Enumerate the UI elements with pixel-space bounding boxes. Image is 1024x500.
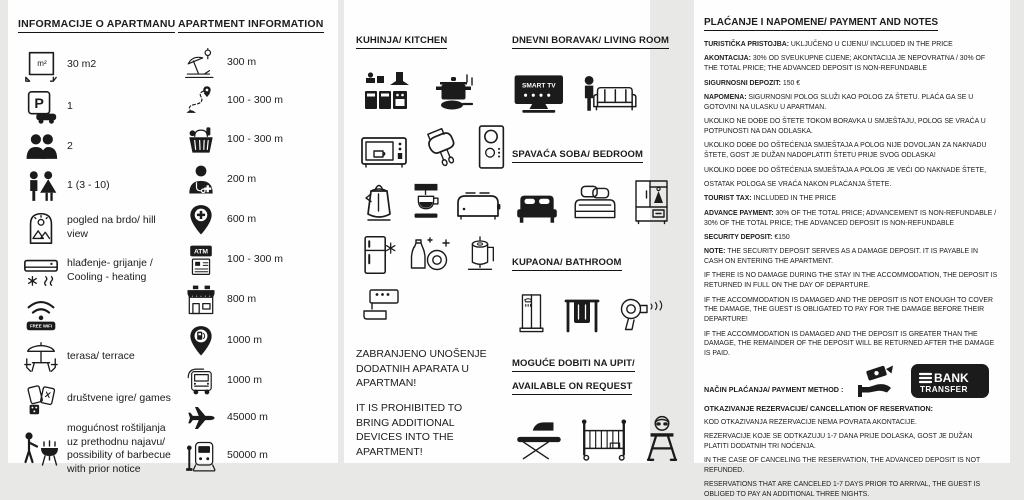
paragraph-damage-insufficient-en: IF THE ACCOMMODATION IS DAMAGED AND THE DEPOSIT IS NOT ENOUGH TO COVER THE DAMAGE, THE GUEST IS OBLIGATED TO PAY FOR THE DAMAGE BEFORE THEIR DEPARTURE! xyxy=(704,296,993,324)
train-icon xyxy=(178,438,224,474)
item-label: 45000 m xyxy=(227,411,268,424)
item-label: 1000 m xyxy=(227,334,263,347)
kettle-icon xyxy=(356,179,400,225)
air-conditioner-icon xyxy=(18,252,64,290)
paragraph-advance-hr: AKONTACIJA: 30% OD SVEUKUPNE CIJENE; AKONTACIJA JE NEPOVRATNA / 30% OF THE TOTAL PRICE; THE ADVANCED DEPOSIT IS NON-REFUNDABLE xyxy=(704,55,986,73)
toaster-icon xyxy=(452,181,504,225)
paragraph-remainder-hr: OSTATAK POLOGA SE VRAĆA NAKON PLAĆANJA ŠTETE. xyxy=(704,180,892,188)
paragraph-note-en: NOTE: THE SECURITY DEPOSIT SERVES AS A DAMAGE DEPOSIT. IT IS PAYABLE IN CASH ON ENTERING THE APARTMENT. xyxy=(704,248,978,266)
kitchen-title: KUHINJA/ KITCHEN xyxy=(356,35,447,49)
living-column xyxy=(510,30,669,463)
list-item-air-conditioner xyxy=(18,252,178,290)
area-icon xyxy=(18,46,64,84)
extractor-hood-icon xyxy=(356,285,406,327)
item-label: 200 m xyxy=(227,173,257,186)
request-icons xyxy=(512,413,652,465)
list-item-hill-view xyxy=(18,208,178,248)
request-title-en: AVAILABLE ON REQUEST xyxy=(512,381,632,395)
bedroom-icons xyxy=(512,177,652,227)
kitchen-warning-en: IT IS PROHIBITED TO BRING ADDITIONAL DEVICES INTO THE APARTMENT! xyxy=(356,402,463,459)
paragraph-tourist-tax-en: TOURIST TAX: INCLUDED IN THE PRICE xyxy=(704,195,837,203)
item-label: 1000 m xyxy=(227,374,263,387)
column-apartment-info-hr xyxy=(18,14,178,475)
list-item-atm xyxy=(178,242,336,278)
item-label: društvene igre/ games xyxy=(67,392,171,405)
kitchen-icons-row-1 xyxy=(356,67,510,115)
kitchen-warning xyxy=(356,347,498,460)
sofa-bed-icon xyxy=(577,73,639,115)
svg-text:m²: m² xyxy=(37,58,47,68)
barbecue-icon xyxy=(18,429,64,469)
cancellation-paragraph-1: KOD OTKAZIVANJA REZERVACIJE NEMA POVRATA AKONTACIJE. xyxy=(704,418,917,426)
column-apartment-info-en xyxy=(178,14,336,463)
payment-page xyxy=(694,0,1010,499)
list-item-bus xyxy=(178,364,336,398)
item-label: 1 (3 - 10) xyxy=(67,179,110,192)
gas-station-icon xyxy=(178,322,224,360)
list-item-pharmacy xyxy=(178,202,336,238)
list-item-beach xyxy=(178,46,336,80)
svg-text:TRANSFER: TRANSFER xyxy=(920,384,969,394)
double-bed-icon xyxy=(512,181,562,227)
bank-transfer-icon xyxy=(911,364,989,398)
dishwashing-icon xyxy=(403,232,455,278)
list-item-wifi xyxy=(18,294,178,334)
high-chair-icon xyxy=(640,413,684,465)
item-label: terasa/ terrace xyxy=(67,350,135,363)
beach-icon xyxy=(178,46,224,80)
smart-tv-icon xyxy=(512,71,570,115)
grocery-icon xyxy=(178,122,224,158)
kitchen-icons-row-3 xyxy=(356,179,510,225)
route-icon xyxy=(178,84,224,118)
item-label: 2 xyxy=(67,140,73,153)
list-item-doctor xyxy=(178,162,336,198)
adults-icon xyxy=(18,130,64,164)
paragraph-damage-greater-en: IF THE ACCOMMODATION IS DAMAGED AND THE DEPOSIT IS GREATER THAN THE DAMAGE, THE REMAINDER OF THE DEPOSIT WILL BE RETURNED AFTER THE DAMAGE IS PAID. xyxy=(704,330,995,358)
cancellation-paragraph-3: IN THE CASE OF CANCELING THE RESERVATION, THE ADVANCED DEPOSIT IS NOT REFUNDED. xyxy=(704,457,981,474)
list-item-grocery xyxy=(178,122,336,158)
kitchen-icons-row-5 xyxy=(356,285,510,327)
list-item-airport xyxy=(178,402,336,434)
available-on-request-title xyxy=(512,353,652,395)
list-item-gas-station xyxy=(178,322,336,360)
cookware-icon xyxy=(425,69,481,115)
paragraph-damage-greater-hr: UKOLIKO DOĐE DO OŠTEĆENJA SMJEŠTAJA A POLOG JE VEĆI OD NAKNADE ŠTETE, xyxy=(704,166,987,174)
bathroom-title: KUPAONA/ BATHROOM xyxy=(512,257,622,271)
paragraph-deposit-en: SECURITY DEPOSIT: €150 xyxy=(704,233,790,241)
paper-towel-icon xyxy=(460,232,500,278)
payment-title: PLAĆANJE I NAPOMENE/ PAYMENT AND NOTES xyxy=(704,17,938,31)
svg-text:FREE WIFI: FREE WIFI xyxy=(29,323,53,329)
hair-dryer-icon xyxy=(614,293,666,337)
atm-icon xyxy=(178,242,224,278)
list-item-adults xyxy=(18,130,178,164)
item-label: 100 - 300 m xyxy=(227,133,284,146)
svg-text:P: P xyxy=(34,95,44,112)
item-label: 30 m2 xyxy=(67,58,97,71)
paragraph-damage-insufficient-hr: UKOLIKO DOĐE DO OŠTEĆENJA SMJEŠTAJA A POLOG NIJE DOVOLJAN ZA NAKNADU ŠTETE, GOST JE DUŽAN NADOPLATITI ŠTETU PRIJE SVOG ODLASKA! xyxy=(704,142,987,160)
paragraph-tourist-tax-hr: TURISTIČKA PRISTOJBA: UKLJUČENO U CIJENU/ INCLUDED IN THE PRICE xyxy=(704,41,953,48)
bathroom-icons xyxy=(512,289,652,337)
wardrobe-icon xyxy=(628,177,674,227)
payment-method-row xyxy=(704,364,998,398)
cancellation-paragraph-4: RESERVATIONS THAT ARE CANCELED 1-7 DAYS PRIOR TO ARRIVAL, THE GUEST IS OBLIGED TO PAY AN ADDITIONAL THREE NIGHTS. xyxy=(704,481,981,499)
cancellation-title: OTKAZIVANJE REZERVACIJE/ CANCELLATION OF RESERVATION: xyxy=(704,403,934,413)
terrace-icon xyxy=(18,338,64,376)
living-room-title: DNEVNI BORAVAK/ LIVING ROOM xyxy=(512,35,669,49)
kitchen-icons-row-2 xyxy=(356,122,510,172)
living-room-icons xyxy=(512,71,652,115)
paragraph-deposit-hr: SIGURNOSNI DEPOZIT: 150 € xyxy=(704,79,801,87)
svg-text:ATM: ATM xyxy=(193,248,209,256)
list-item-route xyxy=(178,84,336,118)
item-label: 50000 m xyxy=(227,449,268,462)
doctor-icon xyxy=(178,162,224,198)
item-label: hlađenje- grijanje / Cooling - heating xyxy=(67,257,153,283)
kitchen-warning-hr: ZABRANJENO UNOŠENJE DODATNIH APARATA U APARTMAN! xyxy=(356,348,487,390)
children-icon xyxy=(18,168,64,204)
item-label: 600 m xyxy=(227,213,257,226)
rooms-page xyxy=(344,0,669,463)
list-item-train xyxy=(178,438,336,474)
paragraph-advance-en: ADVANCE PAYMENT: 30% OF THE TOTAL PRICE; ADVANCEMENT IS NON-REFUNDABLE / 30% OF THE TOTAL PRICE; THE ADVANCED DEPOSIT IS NON-REFUNDABLE xyxy=(704,209,997,227)
market-icon xyxy=(178,282,224,318)
info-page xyxy=(8,0,338,475)
shower-icon xyxy=(512,289,550,337)
microwave-icon xyxy=(356,130,412,172)
paragraph-no-damage-en: IF THERE IS NO DAMAGE DURING THE STAY IN THE ACCOMMODATION, THE DEPOSIT IS RETURNED IN FULL ON THE DAY OF DEPARTURE. xyxy=(704,272,998,290)
hand-mixer-icon xyxy=(417,124,467,172)
kitchen-set-icon xyxy=(356,67,420,115)
bedroom-title: SPAVAĆA SOBA/ BEDROOM xyxy=(512,149,643,163)
svg-text:SMART TV: SMART TV xyxy=(521,82,556,90)
item-label: 100 - 300 m xyxy=(227,94,284,107)
ironing-board-icon xyxy=(512,415,568,465)
list-item-area xyxy=(18,46,178,84)
request-title-hr: MOGUĆE DOBITI NA UPIT/ xyxy=(512,358,635,372)
list-item-games xyxy=(18,380,178,418)
hill-view-icon xyxy=(18,208,64,248)
item-label: 1 xyxy=(67,100,73,113)
svg-text:BANK: BANK xyxy=(934,370,970,385)
list-item-terrace xyxy=(18,338,178,376)
bedding-icon xyxy=(569,179,621,227)
pharmacy-icon xyxy=(178,202,224,238)
cash-payment-icon xyxy=(857,364,897,398)
crib-icon xyxy=(575,415,633,465)
cooktop-icon xyxy=(472,122,510,172)
paragraph-note-hr: NAPOMENA: SIGURNOSNI POLOG SLUŽI KAO POLOG ZA ŠTETU. PLAĆA GA SE U GOTOVINI NA ULASKU U APARTMAN. xyxy=(704,93,974,111)
kitchen-icons-row-4 xyxy=(356,232,510,278)
free-wifi-icon xyxy=(18,294,64,334)
item-label: pogled na brdo/ hill view xyxy=(67,214,156,240)
board-games-icon xyxy=(18,380,64,418)
item-label: 100 - 300 m xyxy=(227,253,284,266)
column-title-en: APARTMENT INFORMATION xyxy=(178,18,324,33)
airport-icon xyxy=(178,402,224,434)
bus-icon xyxy=(178,364,224,398)
paragraph-no-damage-hr: UKOLIKO NE DOĐE DO ŠTETE TOKOM BORAVKA U SMJEŠTAJU, POLOG SE VRAĆA U POTPUNOSTI NA DAN ODLASKA. xyxy=(704,118,986,135)
cancellation-paragraph-2: REZERVACIJE KOJE SE ODTKAZUJU 1-7 DANA PRIJE DOLASKA, GOST JE DUŽAN PLATITI DODATNIH TRI NOĆENJA. xyxy=(704,433,973,450)
column-title-hr: INFORMACIJE O APARTMANU xyxy=(18,18,175,33)
list-item-children xyxy=(18,168,178,204)
payment-method-label: NAČIN PLAĆANJA/ PAYMENT METHOD : xyxy=(704,384,844,394)
item-label: mogućnost roštiljanja uz prethodnu najavu/ possibility of barbecue with prior notice xyxy=(67,422,171,475)
towel-rack-icon xyxy=(557,291,607,337)
list-item-market xyxy=(178,282,336,318)
list-item-parking xyxy=(18,88,178,126)
fridge-icon xyxy=(356,232,398,278)
coffee-maker-icon xyxy=(405,179,447,225)
parking-icon xyxy=(18,88,64,126)
list-item-barbecue xyxy=(18,422,178,477)
item-label: 300 m xyxy=(227,56,257,69)
item-label: 800 m xyxy=(227,293,257,306)
kitchen-column xyxy=(356,30,510,463)
